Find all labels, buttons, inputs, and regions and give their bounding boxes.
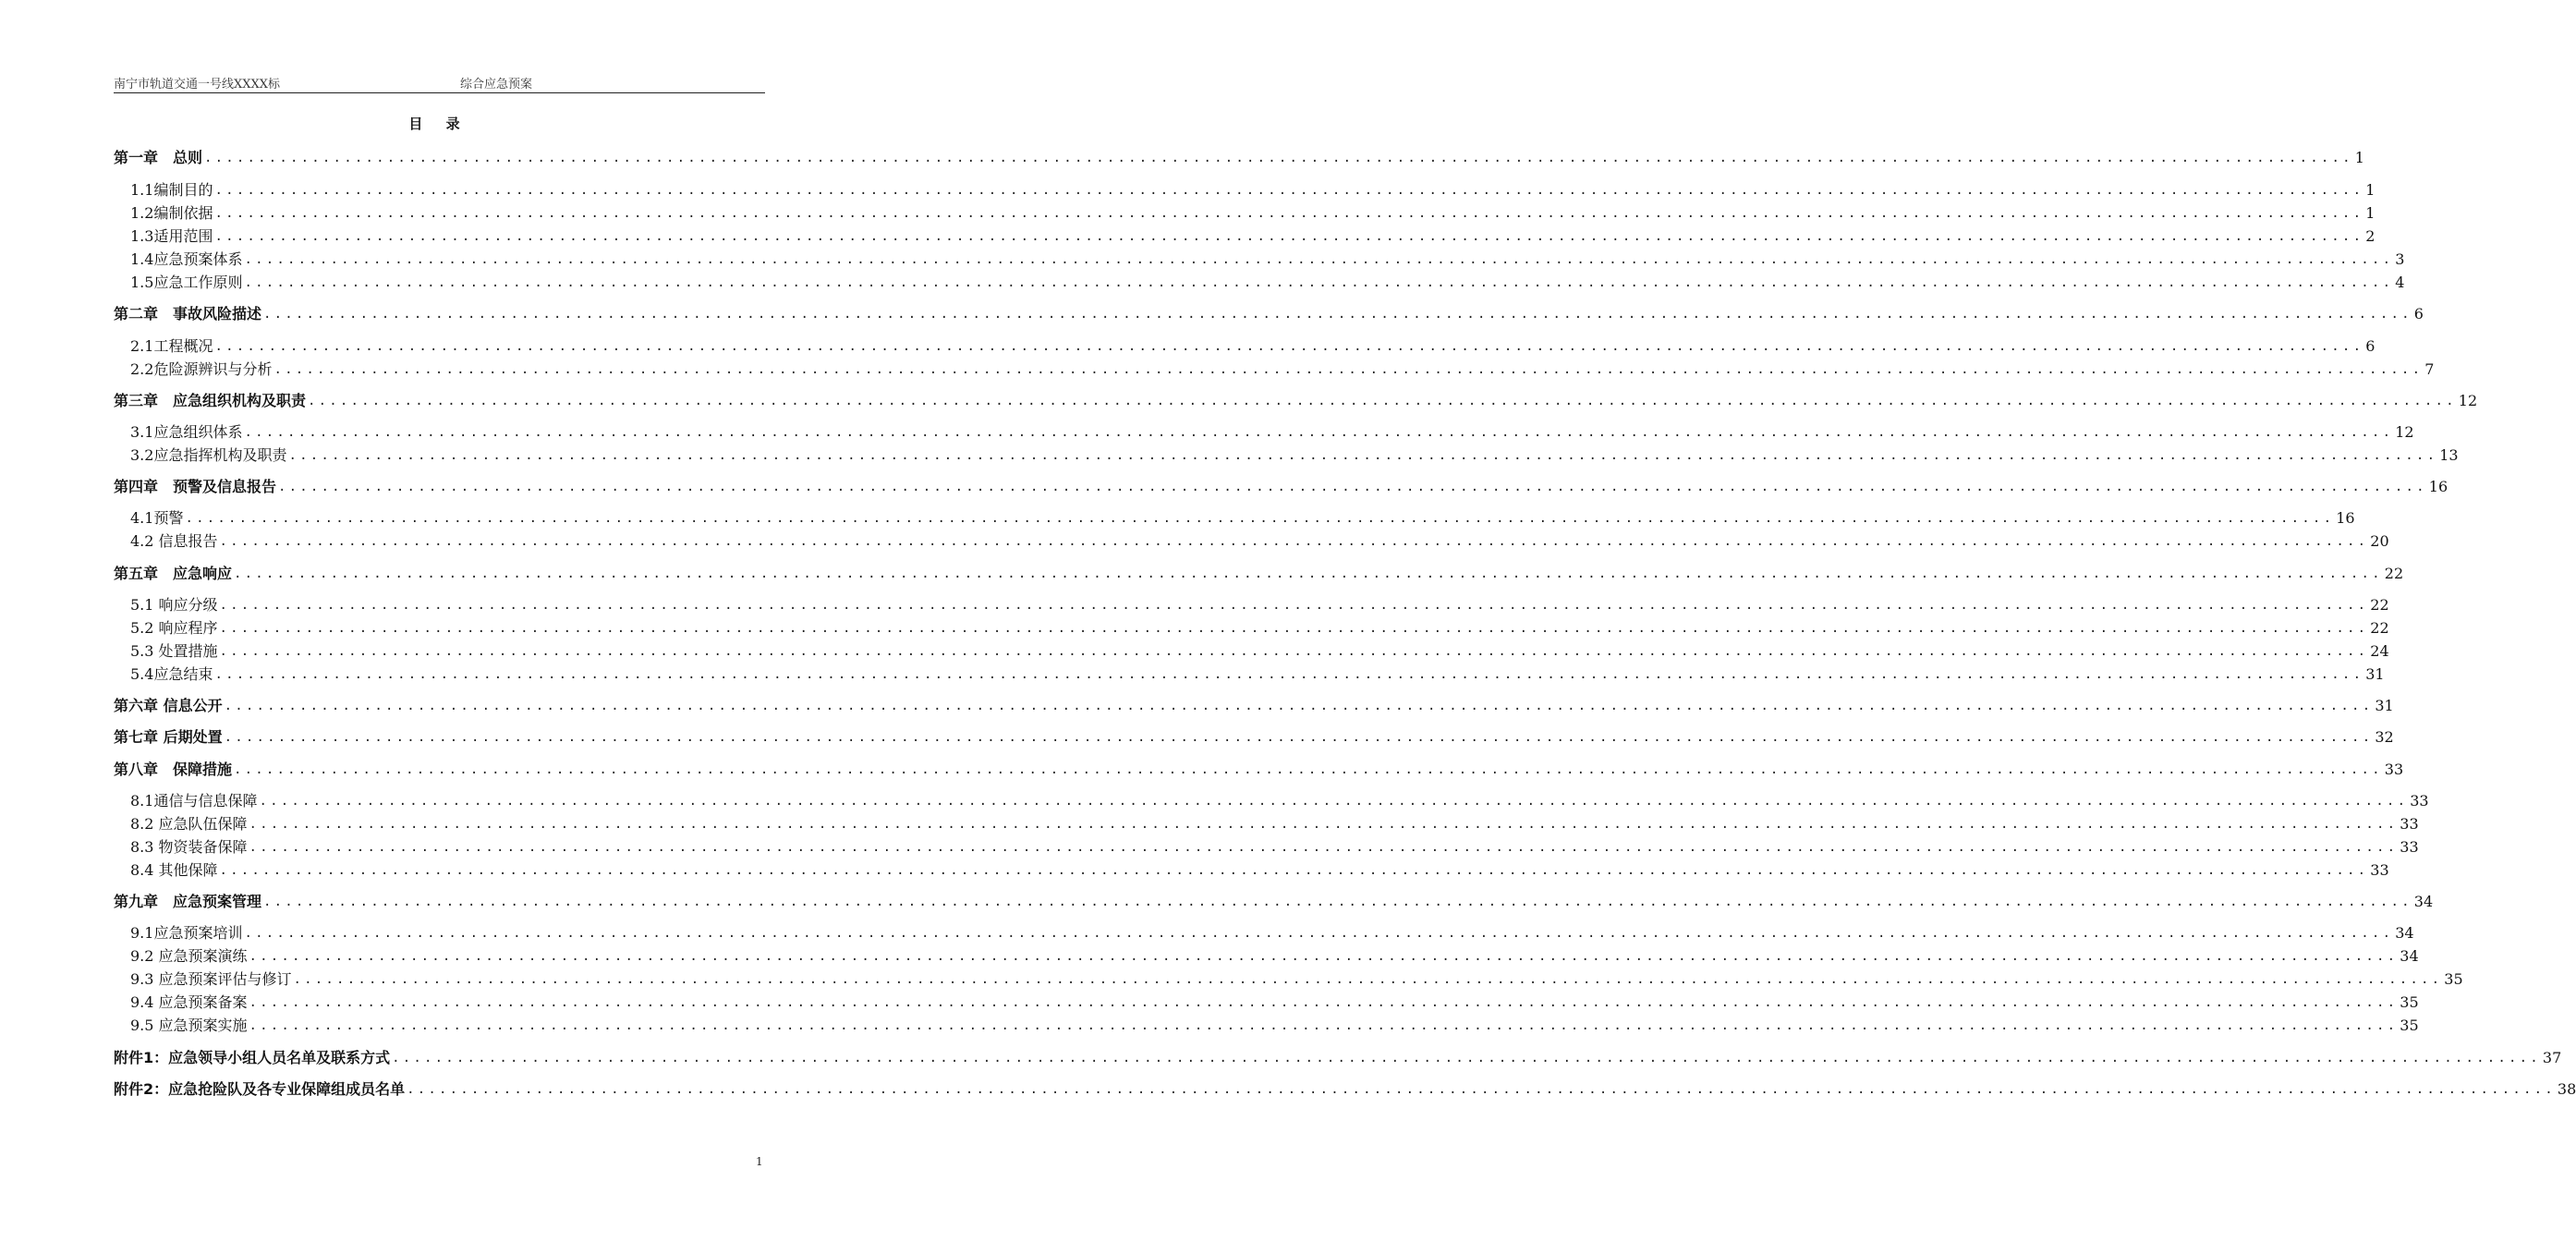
toc-entry-label: 8.1通信与信息保障 (130, 792, 258, 810)
toc-chapter-entry[interactable] (114, 727, 2394, 748)
toc-entry-page-number: 38 (2557, 1080, 2576, 1098)
toc-entry-page-number: 3 (2395, 250, 2405, 268)
toc-chapter-entry[interactable] (114, 391, 2478, 411)
toc-entry-label: 第一章 总则 (114, 149, 203, 166)
toc-entry-label: 8.3 物资装备保障 (130, 838, 248, 856)
toc-dot-leader: ........................................................................................................................................................................................................ (249, 817, 2399, 832)
toc-entry-page-number: 1 (2365, 181, 2376, 199)
header-document-title: 综合应急预案 (460, 78, 533, 91)
toc-dot-leader: ........................................................................................................................................................................................................ (185, 511, 2335, 526)
toc-entry-page-number: 33 (2370, 861, 2389, 879)
toc-dot-leader: ........................................................................................................................................................................................................ (392, 1051, 2541, 1065)
toc-section-entry[interactable] (114, 860, 2389, 881)
toc-section-entry[interactable] (114, 359, 2435, 380)
toc-dot-leader: ........................................................................................................................................................................................................ (214, 229, 2364, 244)
toc-section-entry[interactable] (114, 508, 2355, 529)
toc-section-entry[interactable] (114, 203, 2376, 224)
toc-entry-page-number: 12 (2458, 392, 2478, 409)
toc-dot-leader: ........................................................................................................................................................................................................ (204, 151, 2353, 165)
toc-dot-leader: ........................................................................................................................................................................................................ (244, 275, 2394, 290)
footer-page-number: 1 (756, 1155, 763, 1168)
toc-dot-leader: ........................................................................................................................................................................................................ (219, 644, 2369, 659)
toc-entry-page-number: 34 (2400, 947, 2419, 965)
toc-entry-page-number: 2 (2365, 227, 2376, 245)
toc-entry-label: 5.4应急结束 (130, 665, 213, 683)
toc-entry-label: 第四章 预警及信息报告 (114, 478, 277, 495)
toc-entry-page-number: 22 (2370, 619, 2389, 637)
toc-section-entry[interactable] (114, 1016, 2419, 1036)
toc-entry-page-number: 35 (2400, 1017, 2419, 1034)
toc-entry-page-number: 20 (2370, 532, 2389, 550)
toc-entry-label: 4.1预警 (130, 509, 184, 527)
toc-entry-label: 5.3 处置措施 (130, 642, 218, 660)
toc-entry-label: 3.2应急指挥机构及职责 (130, 446, 287, 464)
toc-section-entry[interactable] (114, 226, 2376, 247)
toc-section-entry[interactable] (114, 923, 2414, 944)
toc-entry-page-number: 35 (2400, 993, 2419, 1011)
toc-dot-leader: ........................................................................................................................................................................................................ (219, 598, 2369, 613)
toc-entry-page-number: 6 (2413, 305, 2424, 323)
toc-section-entry[interactable] (114, 946, 2419, 967)
toc-entry-page-number: 34 (2413, 893, 2434, 910)
toc-dot-leader: ........................................................................................................................................................................................................ (234, 566, 2383, 581)
toc-section-entry[interactable] (114, 180, 2376, 201)
toc-entry-page-number: 34 (2395, 924, 2414, 942)
toc-entry-page-number: 33 (2400, 838, 2419, 856)
toc-dot-leader: ........................................................................................................................................................................................................ (293, 972, 2443, 987)
toc-entry-label: 1.5应急工作原则 (130, 274, 243, 291)
toc-entry-page-number: 24 (2370, 642, 2389, 660)
page-header (114, 74, 765, 93)
toc-entry-label: 第七章 后期处置 (114, 728, 223, 746)
toc-entry-page-number: 12 (2395, 423, 2414, 441)
toc-section-entry[interactable] (114, 791, 2429, 811)
toc-entry-page-number: 37 (2542, 1049, 2562, 1066)
toc-dot-leader: ........................................................................................................................................................................................................ (214, 667, 2364, 682)
toc-dot-leader: ........................................................................................................................................................................................................ (244, 252, 2394, 267)
toc-entry-page-number: 6 (2365, 337, 2376, 355)
toc-entry-label: 第八章 保障措施 (114, 761, 233, 778)
toc-entry-label: 第五章 应急响应 (114, 565, 233, 582)
toc-entry-label: 附件2：应急抢险队及各专业保障组成员名单 (114, 1080, 406, 1098)
toc-dot-leader: ........................................................................................................................................................................................................ (219, 534, 2369, 549)
toc-dot-leader: ........................................................................................................................................................................................................ (273, 362, 2424, 377)
toc-section-entry[interactable] (114, 814, 2419, 834)
toc-entry-label: 附件1：应急领导小组人员名单及联系方式 (114, 1049, 391, 1066)
toc-section-entry[interactable] (114, 595, 2389, 615)
header-project-name: 南宁市轨道交通一号线XXXX标 (114, 78, 281, 91)
toc-entry-label: 8.4 其他保障 (130, 861, 218, 879)
toc-entry-label: 5.2 响应程序 (130, 619, 218, 637)
toc-section-entry[interactable] (114, 273, 2405, 293)
toc-entry-label: 1.3适用范围 (130, 227, 213, 245)
toc-dot-leader: ........................................................................................................................................................................................................ (263, 895, 2412, 909)
toc-dot-leader: ........................................................................................................................................................................................................ (249, 840, 2399, 855)
toc-entry-page-number: 33 (2400, 815, 2419, 833)
toc-dot-leader: ........................................................................................................................................................................................................ (263, 307, 2412, 322)
toc-section-entry[interactable] (114, 445, 2459, 466)
toc-entry-label: 1.2编制依据 (130, 204, 213, 222)
toc-dot-leader: ........................................................................................................................................................................................................ (259, 794, 2409, 809)
toc-entry-label: 第六章 信息公开 (114, 697, 223, 714)
toc-entry-label: 3.1应急组织体系 (130, 423, 243, 441)
toc-section-entry[interactable] (114, 336, 2376, 357)
toc-entry-label: 4.2 信息报告 (130, 532, 218, 550)
toc-entry-label: 8.2 应急队伍保障 (130, 815, 248, 833)
toc-entry-label: 9.1应急预案培训 (130, 924, 243, 942)
toc-title: 目 录 (408, 116, 469, 132)
toc-section-entry[interactable] (114, 664, 2385, 685)
toc-dot-leader: ........................................................................................................................................................................................................ (308, 394, 2457, 408)
toc-section-entry[interactable] (114, 969, 2463, 990)
toc-entry-page-number: 13 (2439, 446, 2459, 464)
toc-dot-leader: ........................................................................................................................................................................................................ (249, 1018, 2399, 1033)
toc-entry-label: 第三章 应急组织机构及职责 (114, 392, 307, 409)
toc-dot-leader: ........................................................................................................................................................................................................ (214, 339, 2364, 354)
toc-dot-leader: ........................................................................................................................................................................................................ (407, 1082, 2556, 1097)
toc-section-entry[interactable] (114, 837, 2419, 858)
toc-chapter-entry[interactable] (114, 564, 2404, 584)
toc-chapter-entry[interactable] (114, 1079, 2576, 1100)
toc-section-entry[interactable] (114, 641, 2389, 662)
toc-entry-page-number: 33 (2384, 761, 2404, 778)
toc-entry-label: 9.5 应急预案实施 (130, 1017, 248, 1034)
toc-entry-page-number: 31 (2375, 697, 2394, 714)
toc-entry-page-number: 35 (2444, 970, 2463, 988)
toc-entry-page-number: 7 (2424, 360, 2435, 378)
toc-chapter-entry[interactable] (114, 696, 2394, 716)
toc-entry-label: 第二章 事故风险描述 (114, 305, 262, 323)
toc-section-entry[interactable] (114, 618, 2389, 639)
toc-chapter-entry[interactable] (114, 760, 2404, 780)
toc-dot-leader: ........................................................................................................................................................................................................ (214, 183, 2364, 198)
toc-dot-leader: ........................................................................................................................................................................................................ (234, 762, 2383, 777)
toc-section-entry[interactable] (114, 531, 2389, 552)
toc-entry-label: 1.1编制目的 (130, 181, 213, 199)
toc-entry-page-number: 33 (2410, 792, 2429, 810)
toc-entry-label: 2.1工程概况 (130, 337, 213, 355)
toc-entry-page-number: 16 (2336, 509, 2355, 527)
toc-entry-label: 5.1 响应分级 (130, 596, 218, 614)
toc-entry-label: 1.4应急预案体系 (130, 250, 243, 268)
toc-dot-leader: ........................................................................................................................................................................................................ (244, 425, 2394, 440)
toc-dot-leader: ........................................................................................................................................................................................................ (224, 699, 2374, 713)
toc-section-entry[interactable] (114, 250, 2405, 270)
toc-entry-label: 第九章 应急预案管理 (114, 893, 262, 910)
toc-chapter-entry[interactable] (114, 148, 2364, 168)
toc-entry-page-number: 31 (2365, 665, 2385, 683)
toc-dot-leader: ........................................................................................................................................................................................................ (278, 480, 2427, 494)
toc-entry-page-number: 1 (2354, 149, 2364, 166)
toc-entry-page-number: 22 (2370, 596, 2389, 614)
toc-chapter-entry[interactable] (114, 892, 2434, 912)
toc-dot-leader: ........................................................................................................................................................................................................ (214, 206, 2364, 221)
toc-entry-page-number: 16 (2428, 478, 2448, 495)
toc-dot-leader: ........................................................................................................................................................................................................ (249, 949, 2399, 964)
toc-dot-leader: ........................................................................................................................................................................................................ (244, 926, 2394, 941)
toc-dot-leader: ........................................................................................................................................................................................................ (288, 448, 2438, 463)
toc-dot-leader: ........................................................................................................................................................................................................ (224, 730, 2374, 745)
toc-dot-leader: ........................................................................................................................................................................................................ (219, 863, 2369, 878)
toc-chapter-entry[interactable] (114, 304, 2424, 324)
toc-entry-page-number: 4 (2395, 274, 2405, 291)
toc-section-entry[interactable] (114, 422, 2414, 443)
toc-entry-page-number: 22 (2384, 565, 2404, 582)
toc-dot-leader: ........................................................................................................................................................................................................ (219, 621, 2369, 636)
toc-entry-page-number: 1 (2365, 204, 2376, 222)
toc-entry-label: 9.3 应急预案评估与修订 (130, 970, 292, 988)
toc-entry-label: 9.2 应急预案演练 (130, 947, 248, 965)
toc-chapter-entry[interactable] (114, 477, 2448, 497)
toc-dot-leader: ........................................................................................................................................................................................................ (249, 995, 2399, 1010)
toc-chapter-entry[interactable] (114, 1048, 2562, 1068)
toc-section-entry[interactable] (114, 992, 2419, 1013)
toc-entry-page-number: 32 (2375, 728, 2394, 746)
toc-entry-label: 2.2危险源辨识与分析 (130, 360, 273, 378)
toc-entry-label: 9.4 应急预案备案 (130, 993, 248, 1011)
